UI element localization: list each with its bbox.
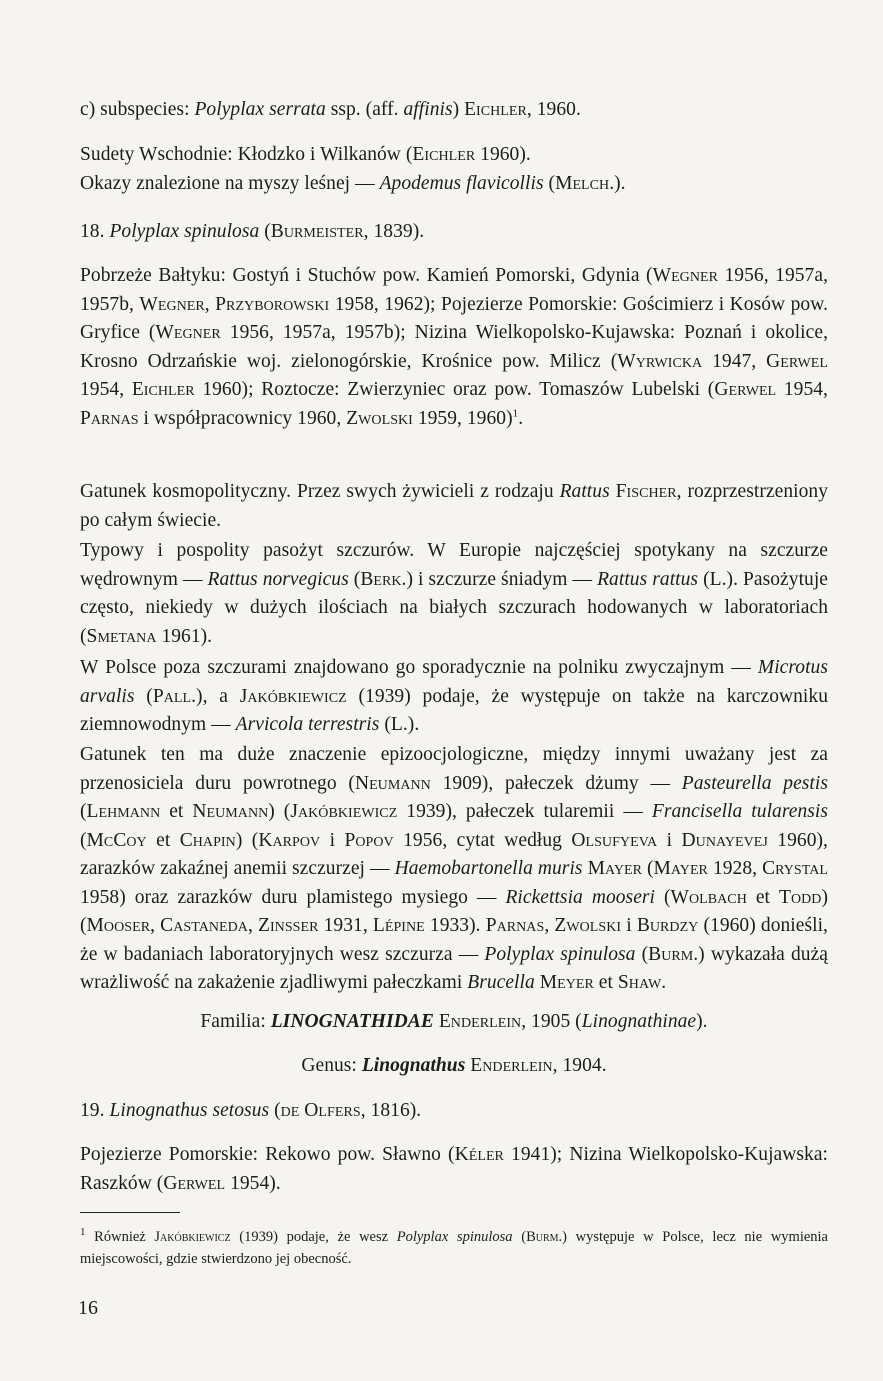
- taxon-name: Haemobartonella muris: [394, 858, 583, 879]
- author-name: Crystal: [762, 858, 828, 879]
- text: 1961).: [156, 625, 213, 647]
- author-name: Zwolski: [554, 915, 622, 936]
- author-name: Neumann: [192, 801, 269, 822]
- taxon-name: affinis: [403, 99, 453, 120]
- author-name: Zwolski: [346, 407, 413, 429]
- text: 1928,: [707, 858, 763, 879]
- text: .) i szczurze śniadym —: [401, 568, 598, 590]
- text: i: [320, 829, 345, 851]
- author-name: Berk: [360, 568, 402, 590]
- text: (: [80, 801, 87, 822]
- author-name: Przyborowski: [215, 293, 330, 315]
- author-name: Jakóbkiewicz: [290, 801, 398, 822]
- taxon-name: Polyplax spinulosa: [484, 943, 636, 965]
- author-name: Mooser: [86, 915, 151, 936]
- taxon-name: Rattus: [559, 481, 610, 502]
- text: 1909), pałeczek dżumy —: [430, 772, 682, 794]
- text: , 1905 (: [521, 1011, 582, 1032]
- text: , 1839).: [363, 221, 425, 242]
- text: (: [655, 886, 671, 908]
- host-paragraph: [80, 170, 828, 199]
- text: 1960), zarazków zakaźnej anemii szczurzej —: [80, 829, 828, 879]
- author-name: Gerwel: [714, 379, 777, 400]
- text: .) występuje w Polsce, lecz nie wymienia miejscowości, gdzie stwierdzono jej obecność.: [80, 1229, 828, 1267]
- text: (: [134, 685, 153, 707]
- text: ssp. (aff.: [325, 99, 404, 120]
- genus-name: Linognathus: [361, 1055, 466, 1076]
- text: 1960).: [475, 144, 531, 165]
- text: 1941); Nizina Wielkopolsko-Kujawska: Raszków (: [80, 1144, 829, 1194]
- author-name: Shaw: [617, 972, 662, 993]
- text: (L.).: [379, 714, 420, 735]
- text: 1931,: [318, 915, 373, 936]
- text: Gatunek kosmopolityczny. Przez swych żywicieli z rodzaju: [80, 481, 560, 502]
- text: et: [146, 829, 180, 851]
- text: (: [641, 858, 654, 879]
- text: (1939) podaje, że wesz: [230, 1229, 397, 1245]
- text: ) (: [80, 886, 829, 936]
- text: Okazy znalezione na myszy leśnej —: [80, 173, 380, 194]
- text: i: [621, 915, 637, 936]
- text: (L.). Pasożytuje często, niekiedy w dużych ilościach na białych szczurach hodowanych w laboratoriach (: [80, 568, 829, 647]
- author-name: Burdzy: [636, 915, 699, 936]
- author-name: Lépine: [372, 915, 425, 936]
- text: 1958) oraz zarazków duru plamistego mysiego —: [80, 886, 506, 908]
- text: (: [543, 173, 556, 194]
- text: 1956, cytat według: [393, 829, 572, 851]
- text: (: [348, 568, 361, 590]
- author-name: Dunayevej: [681, 829, 768, 851]
- text: ): [452, 99, 465, 120]
- author-name: Burm: [526, 1229, 559, 1245]
- text: (: [80, 829, 87, 851]
- text: et: [160, 801, 193, 822]
- author-name: Pall: [152, 685, 192, 707]
- author-name: Melch: [555, 173, 610, 194]
- text: Pojezierze Pomorskie: Rekowo pow. Sławno (: [80, 1144, 455, 1165]
- text: 1959, 1960): [412, 407, 513, 429]
- hosts-paragraph: [80, 537, 828, 651]
- footnote-number: 1: [80, 1226, 86, 1239]
- text: 1954,: [776, 379, 828, 400]
- text: et: [593, 972, 618, 993]
- text: Również: [85, 1229, 155, 1245]
- author-name: de Olfers: [280, 1100, 361, 1121]
- text: Familia:: [200, 1011, 271, 1032]
- text: Gatunek ten ma duże znaczenie epizoocjologiczne, między innymi uważany jest za przenosiciela duru powrotnego (: [80, 744, 828, 794]
- author-name: Wegner: [652, 265, 718, 286]
- footnote-marker: 1: [512, 407, 519, 419]
- taxon-name: Polyplax spinulosa: [109, 221, 260, 242]
- text: (: [635, 943, 649, 965]
- text: W Polsce poza szczurami znajdowano go sporadycznie na polniku zwyczajnym —: [80, 657, 758, 678]
- author-name: Jakóbkiewicz: [154, 1229, 231, 1245]
- text: 1958, 1962); Pojezierze Pomorskie: Gościmierz i Kosów pow. Gryfice (: [80, 293, 829, 343]
- text: 19.: [80, 1100, 110, 1121]
- text: ) (: [268, 801, 291, 822]
- taxon-name: Francisella tularensis: [651, 801, 829, 822]
- author-name: Burmeister: [270, 221, 364, 242]
- text: 1956, 1957a, 1957b); Nizina Wielkopolsko-Kujawska: Poznań i okolice, Krosno Odrzańskie woj. zielonogórskie, Krośnice pow. Milicz (: [80, 322, 828, 372]
- text: 1956, 1957a, 1957b,: [80, 265, 828, 315]
- author-name: Eichler: [464, 99, 527, 120]
- footnote: [80, 1226, 828, 1270]
- species-heading: [80, 218, 828, 247]
- text: , 1816).: [360, 1100, 422, 1121]
- author-name: Kéler: [454, 1144, 504, 1165]
- author-name: Popov: [344, 829, 394, 851]
- text: , rozprzestrzeniony po całym świecie.: [80, 481, 828, 531]
- text: 1954).: [225, 1172, 281, 1194]
- author-name: Fischer: [615, 481, 677, 502]
- text: (1960) donieśli, że w badaniach laboratoryjnych wesz szczurza —: [80, 915, 828, 965]
- taxon-name: Rattus rattus: [597, 568, 699, 590]
- locality-paragraph: [80, 141, 828, 170]
- text: .), a: [191, 685, 240, 707]
- page-number: 16: [78, 1297, 98, 1319]
- family-name: LINOGNATHIDAE: [270, 1011, 434, 1032]
- author-name: Eichler: [131, 379, 195, 400]
- text: (: [259, 221, 271, 242]
- text: .: [518, 407, 524, 429]
- taxon-name: Linognathinae: [581, 1011, 697, 1032]
- distribution-paragraph: [80, 262, 828, 433]
- taxon-name: Polyplax serrata: [194, 99, 326, 120]
- taxon-name: Pasteurella pestis: [681, 772, 829, 794]
- taxon-name: Arvicola terrestris: [235, 714, 380, 735]
- text: et: [746, 886, 780, 908]
- text: .: [661, 972, 667, 993]
- poland-paragraph: [80, 654, 828, 740]
- taxon-name: Rattus norvegicus: [207, 568, 349, 590]
- text: i: [657, 829, 682, 851]
- text: , 1904.: [552, 1055, 607, 1076]
- text: ).: [696, 1011, 708, 1032]
- taxon-name: Microtus arvalis: [80, 657, 828, 707]
- text: 1947,: [702, 350, 767, 372]
- author-name: Gerwel: [163, 1172, 226, 1194]
- author-name: Karpov: [258, 829, 321, 851]
- author-name: Lehmann: [86, 801, 161, 822]
- epizootic-paragraph: [80, 741, 828, 998]
- footnote-divider: [80, 1212, 180, 1213]
- familia-heading: [80, 1008, 828, 1037]
- author-name: Zinsser: [258, 915, 319, 936]
- text: 1960); Roztocze: Zwierzyniec oraz pow. Tomaszów Lubelski (: [194, 379, 715, 400]
- author-name: Mayer: [653, 858, 708, 879]
- taxon-name: Brucella: [467, 972, 535, 993]
- text: ,: [204, 293, 216, 315]
- taxon-name: Polyplax spinulosa: [396, 1229, 513, 1245]
- author-name: Meyer: [539, 972, 594, 993]
- author-name: Wyrwicka: [617, 350, 703, 372]
- species-heading: [80, 1097, 828, 1126]
- author-name: Wolbach: [670, 886, 747, 908]
- text: .).: [609, 173, 626, 194]
- author-name: Wegner: [139, 293, 205, 315]
- text: ,: [544, 915, 555, 936]
- text: 1933).: [424, 915, 486, 936]
- text: (: [512, 1229, 527, 1245]
- text: ,: [150, 915, 161, 936]
- author-name: Enderlein: [438, 1011, 522, 1032]
- genus-heading: [80, 1052, 828, 1081]
- cosmopolitan-paragraph: [80, 478, 828, 535]
- author-name: Parnas: [80, 407, 139, 429]
- text: ,: [247, 915, 258, 936]
- text: 1954,: [80, 379, 132, 400]
- text: (1939) podaje, że występuje on także na karczowniku ziemnowodnym —: [80, 685, 829, 735]
- text: ) (: [235, 829, 259, 851]
- author-name: Todd: [779, 886, 822, 908]
- author-name: Chapin: [179, 829, 236, 851]
- taxon-name: Rickettsia mooseri: [505, 886, 656, 908]
- author-name: McCoy: [86, 829, 147, 851]
- distribution-paragraph: [80, 1141, 828, 1198]
- author-name: Olsufyeva: [571, 829, 658, 851]
- text: Typowy i pospolity pasożyt szczurów. W Europie najczęściej spotykany na szczurze wędrownym —: [80, 540, 828, 590]
- subspecies-heading: [80, 96, 828, 125]
- text: , 1960.: [526, 99, 581, 120]
- author-name: Smetana: [86, 625, 157, 647]
- text: Sudety Wschodnie: Kłodzko i Wilkanów (: [80, 144, 413, 165]
- text: .) wykazała dużą wrażliwość na zakażenie zjadliwymi pałeczkami: [80, 943, 829, 993]
- text: 1939), pałeczek tularemii —: [397, 801, 652, 822]
- author-name: Wegner: [155, 322, 221, 343]
- text: 18.: [80, 221, 110, 242]
- text: Pobrzeże Bałtyku: Gostyń i Stuchów pow. Kamień Pomorski, Gdynia (: [80, 265, 653, 286]
- author-name: Castaneda: [160, 915, 248, 936]
- author-name: Parnas: [485, 915, 545, 936]
- taxon-name: Apodemus flavicollis: [379, 173, 544, 194]
- author-name: Gerwel: [766, 350, 828, 372]
- author-name: Jakóbkiewicz: [239, 685, 347, 707]
- author-name: Burm: [648, 943, 694, 965]
- taxon-name: Linognathus setosus: [109, 1100, 270, 1121]
- author-name: Eichler: [412, 144, 476, 165]
- text: c) subspecies:: [80, 99, 195, 120]
- author-name: Mayer: [587, 858, 642, 879]
- author-name: Enderlein: [470, 1055, 553, 1076]
- text: i współpracownicy 1960,: [138, 407, 347, 429]
- text: (: [269, 1100, 281, 1121]
- text: Genus:: [301, 1055, 362, 1076]
- author-name: Neumann: [354, 772, 431, 794]
